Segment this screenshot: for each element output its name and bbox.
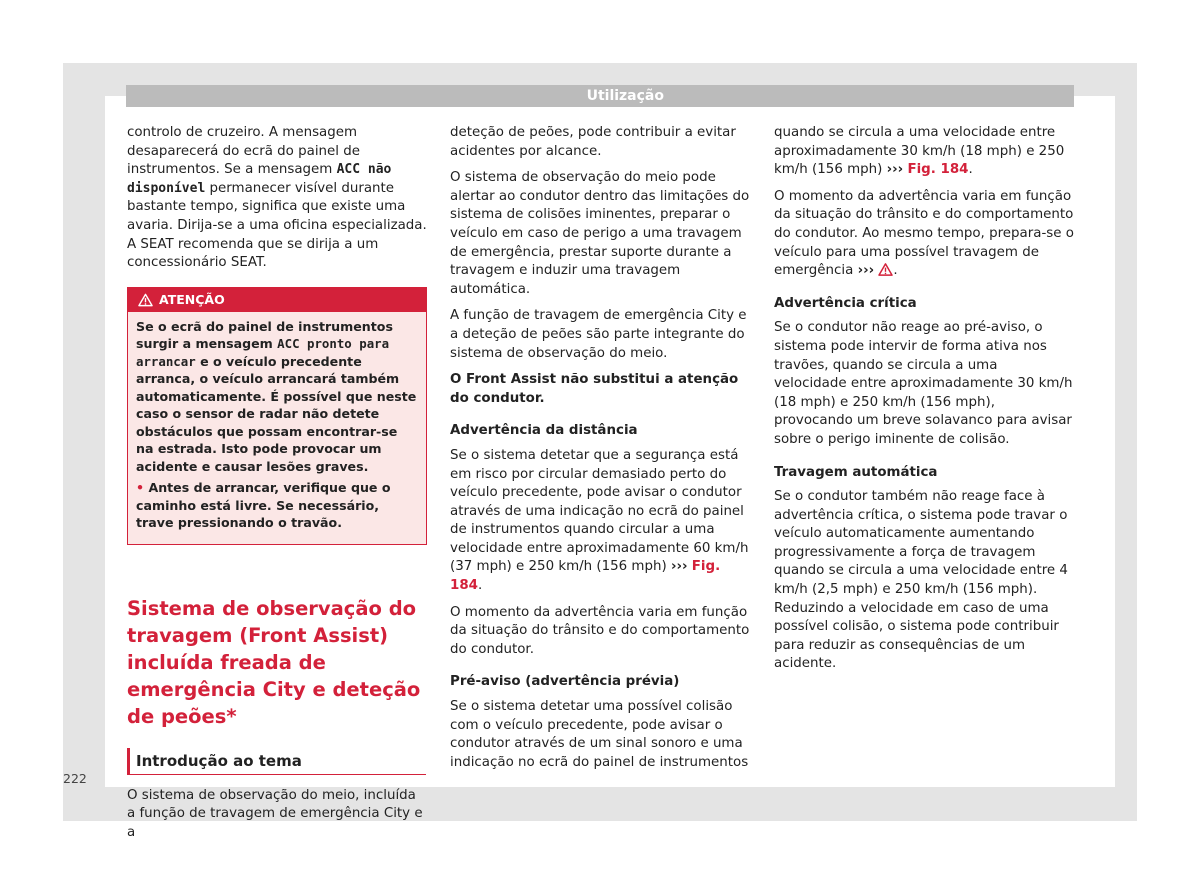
col2-paragraph-7: Se o sistema detetar uma possível colisão com o veículo precedente, pode avisar o condutor através de um sinal sonoro e uma indicação no ecrã do painel de instrumentos	[450, 699, 749, 770]
heading-pre-warning: Pré-aviso (advertência prévia)	[450, 674, 680, 690]
header-title: Utilização	[586, 88, 664, 104]
warning-body	[128, 312, 426, 544]
code-acc-unavailable: ACC não disponível	[127, 162, 392, 196]
arrows-icon: ›››	[886, 162, 904, 178]
fig-184-link[interactable]: Fig. 184	[450, 559, 721, 594]
col2-paragraph-6: O momento da advertência varia em função da situação do trânsito e do comportamento do condutor.	[450, 604, 750, 657]
arrows-icon: ›››	[670, 559, 688, 575]
warning-paragraph-1: Se o ecrã do painel de instrumentos surgir a mensagem ACC pronto para arrancar e o veículo precedente arranca, o veículo arrancará também automaticamente. É possível que neste caso o sensor de radar não detete obstáculos que possam encontrar-se na estrada. Isto pode provocar um acidente e causar lesões graves.	[136, 318, 417, 474]
col3-paragraph-1: quando se circula a uma velocidade entre aproximadamente 30 km/h (18 mph) e 250 km/h (156 mph) ››› Fig. 184.	[774, 125, 1065, 178]
page-header	[126, 85, 1074, 107]
warning-paragraph-2: • Antes de arrancar, verifique que o caminho está livre. Se necessário, trave pressionando o travão.	[136, 480, 391, 531]
intro-text: O sistema de observação do meio, incluída a função de travagem de emergência City e a	[127, 787, 423, 840]
heading-distance-warning: Advertência da distância	[450, 423, 638, 439]
column-1	[127, 124, 427, 851]
warning-title: ATENÇÃO	[159, 291, 225, 307]
section-title: Sistema de observação do travagem (Front Assist) incluída freada de emergência City e deteção de peões*	[127, 596, 421, 728]
column-2	[450, 124, 750, 780]
heading-critical-warning: Advertência crítica	[774, 295, 917, 311]
col1-paragraph-1: controlo de cruzeiro. A mensagem desaparecerá do ecrã do painel de instrumentos. Se a mensagem ACC não disponível permanecer visível durante bastante tempo, significa que existe uma avaria. Dirija-se a uma oficina especializada. A SEAT recomenda que se dirija a um concessionário SEAT.	[127, 125, 427, 271]
bullet-icon: •	[136, 480, 145, 496]
warning-header	[128, 288, 426, 312]
intro-title: Introdução ao tema	[127, 748, 426, 775]
warning-triangle-icon[interactable]	[878, 263, 893, 276]
col3-paragraph-3: Se o condutor não reage ao pré-aviso, o sistema pode intervir de forma ativa nos travões, quando se circula a uma velocidade entre aproximadamente 30 km/h (18 mph) e 250 km/h (156 mph), provocando um breve solavanco para avisar sobre o perigo iminente de colisão.	[774, 320, 1073, 447]
col3-paragraph-2: O momento da advertência varia em função da situação do trânsito e do comportamento do condutor. Ao mesmo tempo, prepara-se o veículo para uma possível travagem de emergência ››› .	[774, 188, 1074, 279]
col2-paragraph-3: A função de travagem de emergência City e a deteção de peões são parte integrante do sistema de observação do meio.	[450, 308, 747, 361]
page-number: 222	[63, 771, 87, 786]
column-3	[774, 124, 1074, 682]
col2-paragraph-5: Se o sistema detetar que a segurança está em risco por circular demasiado perto do veículo precedente, pode avisar o condutor através de uma indicação no ecrã do painel de instrumentos quando circular a uma velocidade entre aproximadamente 60 km/h (37 mph) e 250 km/h (156 mph) ››› Fig. 184.	[450, 447, 749, 594]
col2-paragraph-2: O sistema de observação do meio pode alertar ao condutor dentro das limitações do sistema de colisões iminentes, preparar o veículo em caso de perigo a uma travagem de emergência, prestar suporte durante a travagem e induzir uma travagem automática.	[450, 170, 750, 297]
fig-184-link[interactable]: Fig. 184	[907, 162, 969, 178]
col2-paragraph-1: deteção de peões, pode contribuir a evitar acidentes por alcance.	[450, 125, 736, 159]
code-acc-ready: ACC pronto para arrancar	[136, 336, 390, 369]
warning-triangle-icon	[138, 293, 153, 307]
warning-box	[127, 287, 427, 545]
col2-paragraph-4: O Front Assist não substitui a atenção do condutor.	[450, 372, 739, 406]
arrows-icon: ›››	[857, 263, 875, 279]
col3-paragraph-4: Se o condutor também não reage face à advertência crítica, o sistema pode travar o veículo automaticamente aumentando progressivamente a força de travagem quando se circula a uma velocidade entre 4 km/h (2,5 mph) e 250 km/h (156 mph). Reduzindo a velocidade em caso de uma possível colisão, o sistema pode contribuir para reduzir as consequências de um acidente.	[774, 489, 1068, 672]
heading-automatic-braking: Travagem automática	[774, 464, 938, 480]
